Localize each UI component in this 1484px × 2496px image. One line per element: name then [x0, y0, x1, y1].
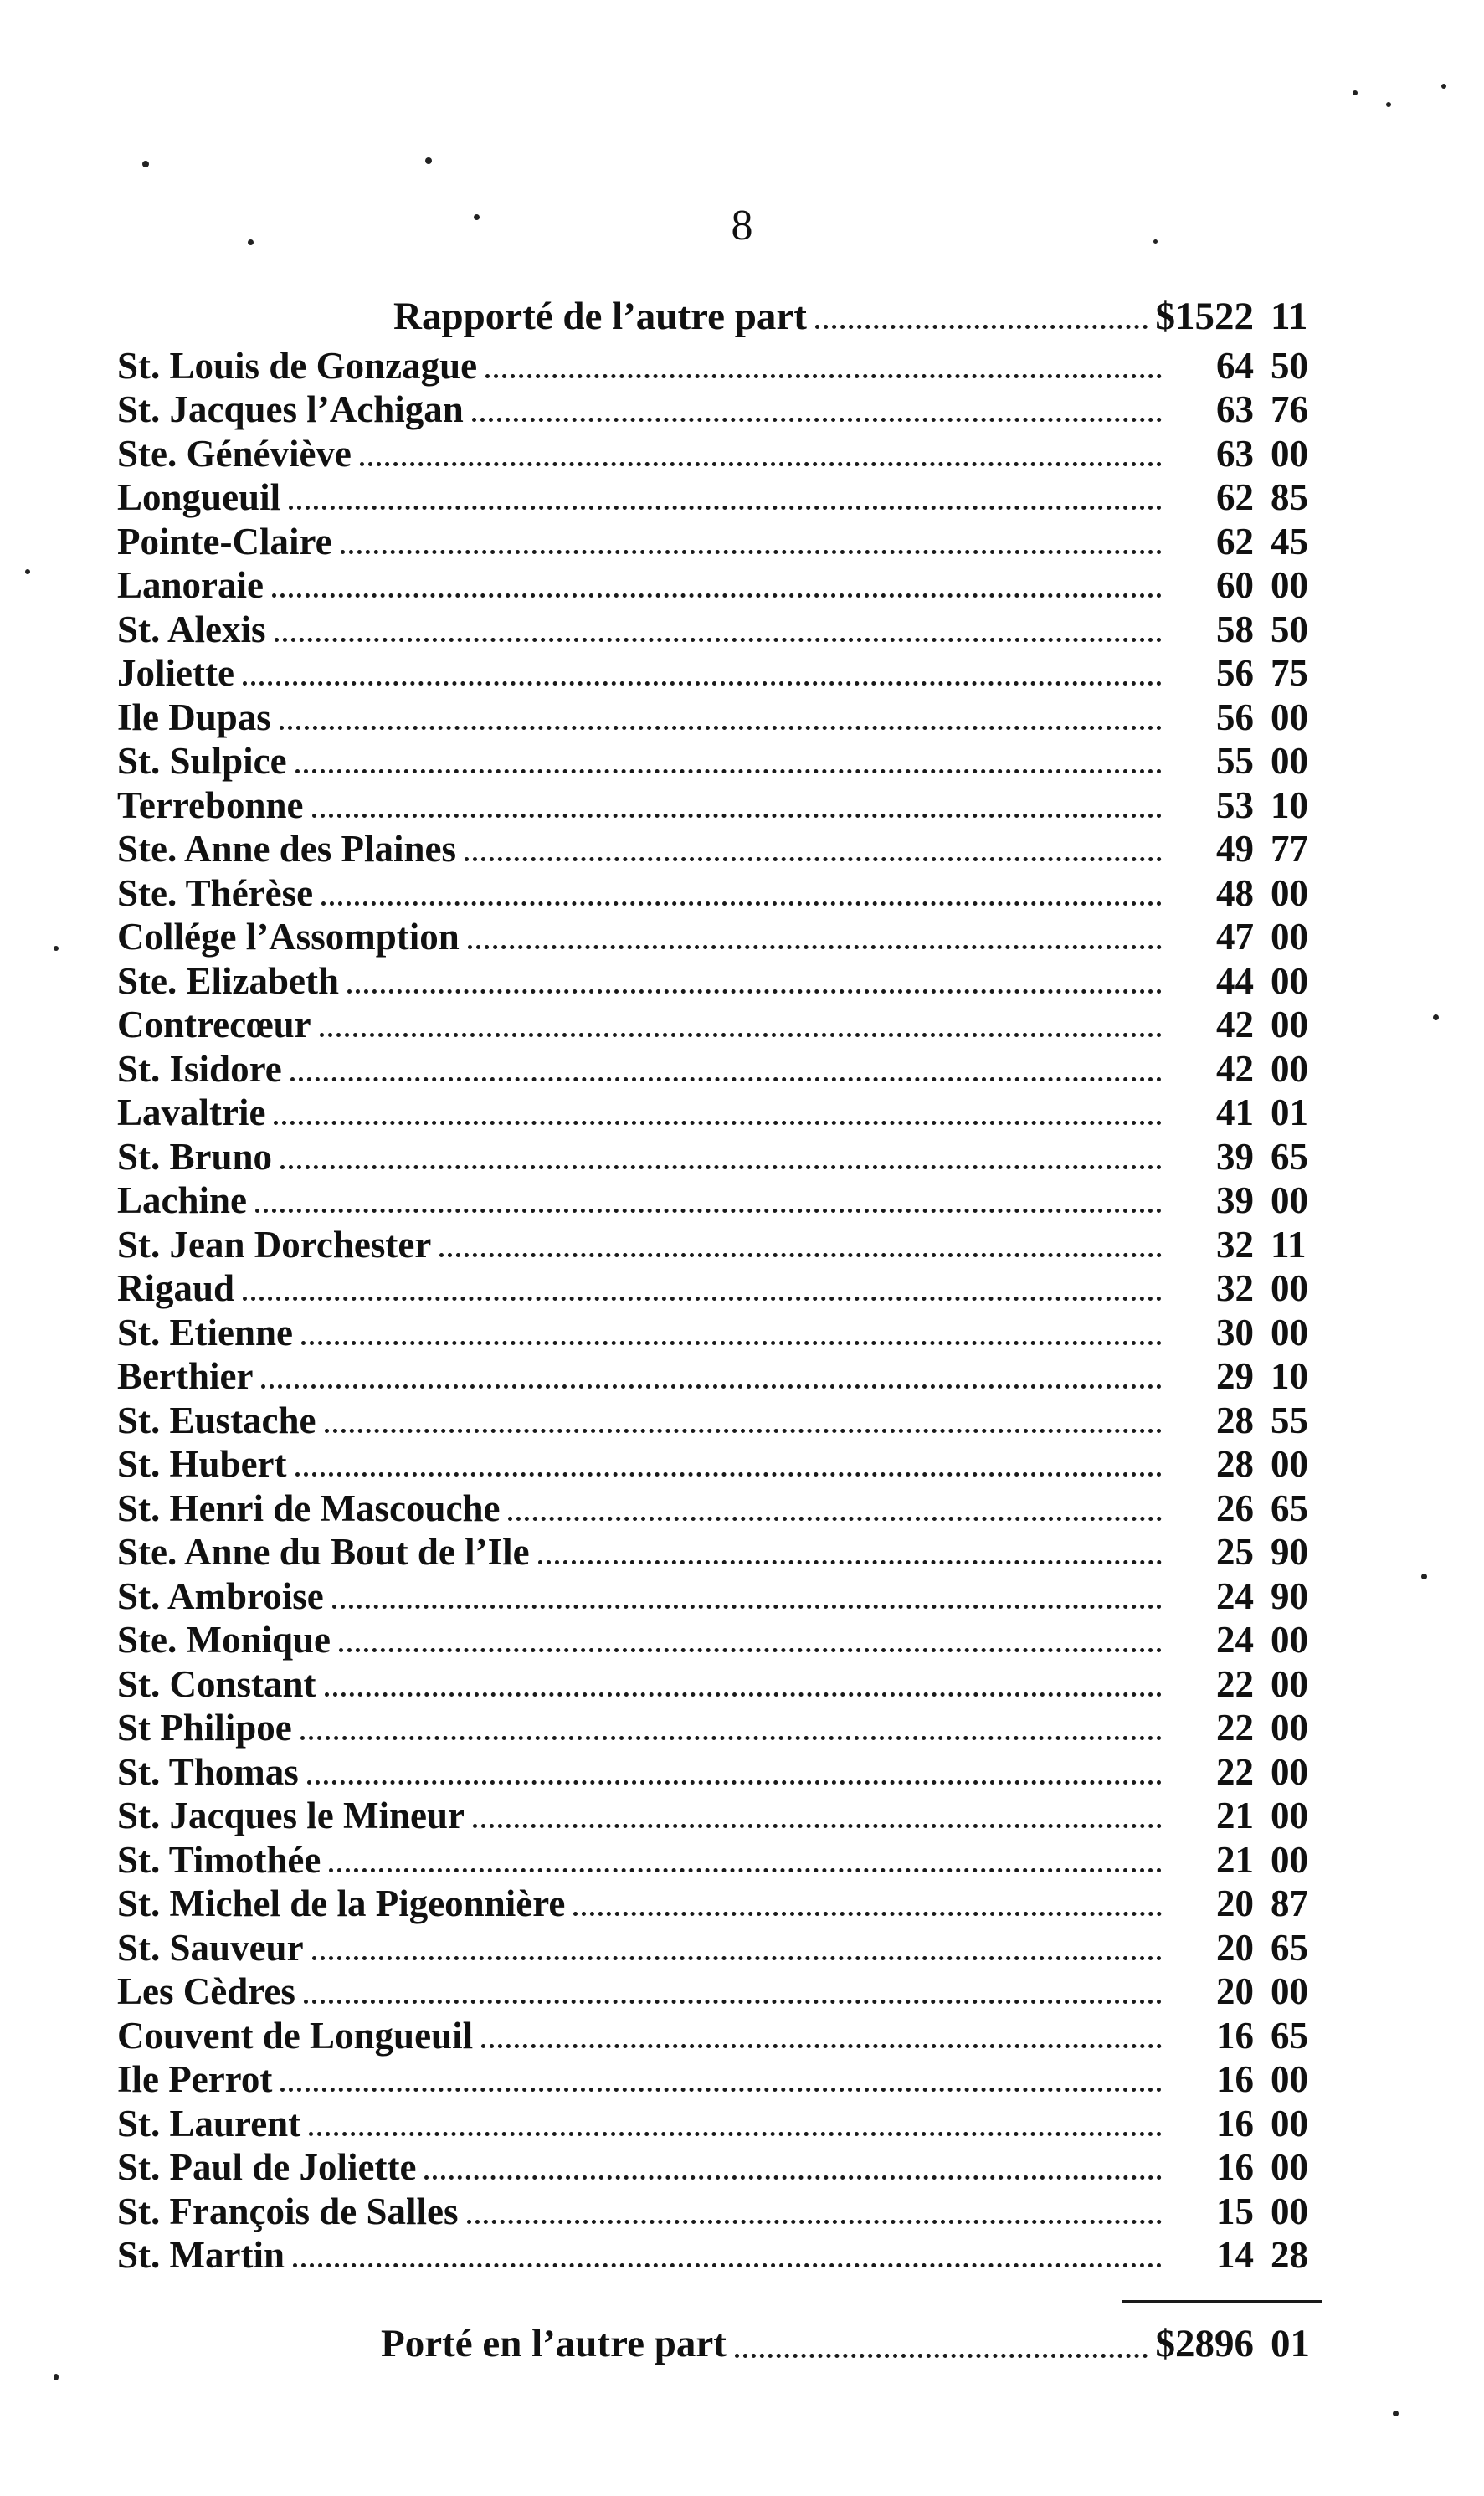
dot-leader [321, 901, 1162, 906]
ledger-row [117, 1925, 1322, 1970]
ledger-row [117, 1134, 1322, 1179]
parish-name: St. Thomas [117, 1750, 299, 1793]
ledger-row [117, 1794, 1322, 1838]
ledger-row [117, 1706, 1322, 1750]
amount-dollars: 29 [1216, 1355, 1254, 1397]
carried-forward-dollars: $1522 [1155, 295, 1254, 338]
parish-name: St. Constant [117, 1662, 316, 1705]
amount [1170, 1970, 1322, 2013]
amount [1170, 871, 1322, 915]
parish-name: Ste. Elizabeth [117, 959, 339, 1002]
amount [1170, 608, 1322, 651]
ledger-row [117, 827, 1322, 871]
ledger-list [117, 343, 1322, 2277]
dot-leader [320, 1033, 1162, 1037]
amount [1170, 2014, 1322, 2057]
dot-leader [274, 1121, 1162, 1125]
dot-leader [301, 1341, 1162, 1345]
parish-name: Les Cèdres [117, 1970, 295, 2012]
ledger-row [117, 2013, 1322, 2057]
amount-dollars: 21 [1216, 1795, 1254, 1836]
amount-cents: 90 [1271, 1574, 1308, 1617]
carried-over-row [109, 2320, 1322, 2367]
total-rule [1122, 2300, 1322, 2303]
amount-cents: 00 [1271, 1179, 1308, 1221]
amount-dollars: 62 [1216, 520, 1254, 562]
amount-dollars: 16 [1216, 2058, 1254, 2100]
parish-name: St. Michel de la Pigeonnière [117, 1882, 566, 1924]
amount-cents: 00 [1271, 1795, 1308, 1836]
ledger-row [117, 1398, 1322, 1442]
parish-name: St. François de Salles [117, 2190, 459, 2232]
ledger-row [117, 871, 1322, 915]
amount-dollars: 14 [1216, 2234, 1254, 2276]
amount-cents: 00 [1271, 2190, 1308, 2232]
carried-forward-cents: 11 [1271, 295, 1308, 338]
dot-leader [332, 1605, 1162, 1609]
parish-name: Lanoraie [117, 564, 264, 606]
amount [1170, 1750, 1322, 1794]
ledger-row [117, 1970, 1322, 2014]
ledger-row [117, 651, 1322, 696]
amount-cents: 00 [1271, 740, 1308, 782]
amount-dollars: 24 [1216, 1574, 1254, 1617]
amount-dollars: 49 [1216, 828, 1254, 870]
amount-dollars: 16 [1216, 2102, 1254, 2144]
dot-leader [261, 1384, 1162, 1389]
parish-name: Terrebonne [117, 783, 304, 826]
amount-dollars: 25 [1216, 1531, 1254, 1573]
amount-cents: 11 [1271, 1223, 1307, 1266]
ledger-row [117, 343, 1322, 388]
amount-cents: 10 [1271, 783, 1308, 826]
amount [1170, 1135, 1322, 1179]
dot-leader [325, 1692, 1162, 1697]
parish-name: Contrecœur [117, 1004, 311, 1045]
parish-name: Ste. Thérèse [117, 871, 314, 914]
ledger-row [117, 1003, 1322, 1047]
parish-name: Lavaltrie [117, 1091, 266, 1133]
scan-speck [1441, 84, 1446, 89]
scan-speck [1353, 90, 1358, 95]
amount-dollars: 63 [1216, 432, 1254, 475]
amount [1170, 1179, 1322, 1222]
dot-leader [465, 857, 1162, 861]
dot-leader [293, 2263, 1162, 2267]
ledger-row [117, 1179, 1322, 1223]
ledger-row [117, 607, 1322, 651]
parish-name: Couvent de Longueuil [117, 2014, 474, 2057]
ledger-row [117, 431, 1322, 475]
amount-cents: 50 [1271, 608, 1308, 650]
carried-over-cents: 01 [1271, 2322, 1310, 2365]
parish-name: St. Henri de Mascouche [117, 1487, 501, 1529]
amount [1170, 563, 1322, 607]
amount [1170, 2102, 1322, 2145]
ledger-row [117, 2101, 1322, 2145]
amount [1170, 1266, 1322, 1310]
amount-dollars: 48 [1216, 871, 1254, 914]
amount-dollars: 20 [1216, 1970, 1254, 2012]
amount-dollars: 42 [1216, 1047, 1254, 1090]
dot-leader [312, 814, 1162, 818]
parish-name: St. Isidore [117, 1047, 282, 1090]
amount-cents: 90 [1271, 1531, 1308, 1573]
amount [1170, 1838, 1322, 1882]
dot-leader [481, 2044, 1162, 2048]
ledger-row [117, 1222, 1322, 1266]
ledger-row [117, 475, 1322, 520]
ledger-row [117, 1661, 1322, 1706]
amount [1170, 1047, 1322, 1091]
dot-leader [473, 1824, 1162, 1828]
amount-dollars: 22 [1216, 1750, 1254, 1793]
dot-leader [280, 726, 1162, 730]
parish-name: Lachine [117, 1179, 248, 1221]
amount-cents: 10 [1271, 1355, 1308, 1397]
dot-leader [538, 1560, 1162, 1564]
dot-leader [280, 1165, 1162, 1169]
dot-leader [573, 1912, 1162, 1916]
amount-dollars: 32 [1216, 1223, 1254, 1266]
amount-cents: 65 [1271, 1926, 1308, 1969]
parish-name: Ste. Généviève [117, 432, 352, 475]
amount-cents: 77 [1271, 828, 1308, 870]
amount-cents: 00 [1271, 1619, 1308, 1661]
dot-leader [307, 1780, 1162, 1785]
amount-dollars: 24 [1216, 1619, 1254, 1661]
amount-cents: 00 [1271, 959, 1308, 1002]
amount-cents: 75 [1271, 652, 1308, 694]
amount-cents: 76 [1271, 388, 1308, 430]
amount [1170, 432, 1322, 475]
parish-name: St. Martin [117, 2234, 285, 2276]
amount-dollars: 15 [1216, 2190, 1254, 2232]
ledger-row [117, 1837, 1322, 1882]
dot-leader [309, 2132, 1162, 2136]
ledger-row [117, 388, 1322, 432]
amount [1170, 1530, 1322, 1574]
amount-dollars: 56 [1216, 696, 1254, 738]
dot-leader [815, 325, 1148, 329]
parish-name: St Philipoe [117, 1707, 292, 1749]
parish-name: St. Laurent [117, 2102, 301, 2144]
dot-leader [347, 989, 1162, 994]
amount-dollars: 22 [1216, 1707, 1254, 1749]
dot-leader [439, 1253, 1162, 1257]
amount [1170, 1442, 1322, 1486]
ledger-row [117, 915, 1322, 959]
amount-dollars: 28 [1216, 1443, 1254, 1485]
dot-leader [467, 2220, 1162, 2224]
dot-leader [280, 2088, 1162, 2092]
amount-cents: 87 [1271, 1882, 1308, 1924]
parish-name: St. Bruno [117, 1135, 273, 1178]
amount-dollars: 32 [1216, 1267, 1254, 1309]
amount-dollars: 39 [1216, 1179, 1254, 1221]
parish-name: St. Paul de Joliette [117, 2146, 417, 2188]
ledger-row [117, 1882, 1322, 1926]
dot-leader [295, 1472, 1163, 1477]
amount [1170, 959, 1322, 1003]
amount-cents: 65 [1271, 1135, 1308, 1178]
ledger-row [117, 1486, 1322, 1530]
dot-leader [341, 550, 1162, 554]
amount-dollars: 41 [1216, 1091, 1254, 1133]
amount [1170, 1223, 1322, 1266]
amount-dollars: 64 [1216, 344, 1254, 387]
parish-name: St. Sulpice [117, 740, 287, 782]
scan-speck [474, 214, 480, 220]
dot-leader [272, 593, 1162, 598]
parish-name: St. Jacques le Mineur [117, 1795, 465, 1836]
amount-dollars: 60 [1216, 564, 1254, 606]
parish-name: Rigaud [117, 1267, 235, 1309]
dot-leader [325, 1429, 1162, 1433]
amount [1170, 1882, 1322, 1925]
amount-cents: 00 [1271, 1267, 1308, 1309]
dot-leader [255, 1209, 1162, 1213]
amount-cents: 00 [1271, 1707, 1308, 1749]
scan-speck [54, 2374, 59, 2380]
amount-dollars: 20 [1216, 1882, 1254, 1924]
amount-cents: 00 [1271, 2146, 1308, 2188]
amount-cents: 00 [1271, 1004, 1308, 1045]
scan-speck [425, 157, 432, 164]
dot-leader [243, 1297, 1162, 1301]
parish-name: St. Jean Dorchester [117, 1223, 432, 1266]
amount [1170, 2145, 1322, 2189]
dot-leader [485, 374, 1162, 378]
amount [1170, 388, 1322, 431]
ledger-row [117, 2189, 1322, 2233]
amount-dollars: 22 [1216, 1662, 1254, 1705]
carried-over-dollars: $2896 [1155, 2322, 1254, 2365]
amount [1170, 1662, 1322, 1706]
ledger-row [117, 1749, 1322, 1794]
amount-cents: 55 [1271, 1399, 1308, 1441]
amount [1170, 1003, 1322, 1046]
amount-dollars: 58 [1216, 608, 1254, 650]
amount-cents: 00 [1271, 564, 1308, 606]
dot-leader [424, 2175, 1162, 2180]
amount-cents: 00 [1271, 871, 1308, 914]
amount [1170, 1311, 1322, 1354]
ledger-row [117, 2145, 1322, 2190]
amount-dollars: 55 [1216, 740, 1254, 782]
parish-name: St. Hubert [117, 1443, 287, 1485]
amount-cents: 00 [1271, 432, 1308, 475]
parish-name: St. Louis de Gonzague [117, 344, 478, 387]
scan-speck [1393, 2411, 1399, 2416]
dot-leader [300, 1736, 1162, 1740]
parish-name: Pointe-Claire [117, 520, 332, 562]
amount-dollars: 44 [1216, 959, 1254, 1002]
parish-name: Ste. Monique [117, 1619, 331, 1661]
amount [1170, 520, 1322, 563]
amount-dollars: 30 [1216, 1311, 1254, 1353]
ledger-row [117, 1091, 1322, 1135]
ledger-row [117, 563, 1322, 608]
amount [1170, 783, 1322, 827]
parish-name: Ste. Anne du Bout de l’Ile [117, 1531, 530, 1573]
amount-dollars: 53 [1216, 783, 1254, 826]
amount-cents: 00 [1271, 2058, 1308, 2100]
scan-speck [1433, 1014, 1439, 1020]
parish-name: Ste. Anne des Plaines [117, 828, 457, 870]
scan-speck [1153, 239, 1158, 244]
scan-speck [54, 946, 59, 951]
scan-speck [142, 161, 149, 167]
amount-dollars: 39 [1216, 1135, 1254, 1178]
amount-dollars: 56 [1216, 652, 1254, 694]
parish-name: St. Etienne [117, 1311, 294, 1353]
amount-dollars: 20 [1216, 1926, 1254, 1969]
amount [1170, 1487, 1322, 1530]
amount [1170, 1618, 1322, 1661]
amount [1170, 1574, 1322, 1618]
ledger-row [117, 783, 1322, 827]
amount-cents: 45 [1271, 520, 1308, 562]
ledger-row [117, 519, 1322, 563]
amount-dollars: 26 [1216, 1487, 1254, 1529]
ledger-row [117, 2057, 1322, 2102]
amount-dollars: 16 [1216, 2146, 1254, 2188]
ledger-row [117, 1046, 1322, 1091]
parish-name: St. Ambroise [117, 1574, 324, 1617]
amount-cents: 00 [1271, 1443, 1308, 1485]
dot-leader [295, 769, 1162, 773]
dot-leader [312, 1956, 1162, 1960]
parish-name: Berthier [117, 1355, 254, 1397]
amount [1170, 475, 1322, 519]
amount-cents: 00 [1271, 696, 1308, 738]
amount [1170, 651, 1322, 695]
dot-leader [290, 1077, 1162, 1081]
amount [1170, 344, 1322, 388]
parish-name: St. Timothée [117, 1838, 321, 1881]
amount-dollars: 16 [1216, 2014, 1254, 2057]
ledger-row [117, 739, 1322, 783]
ledger-row [117, 2233, 1322, 2278]
amount [1170, 2233, 1322, 2277]
carried-over-amount [1156, 2320, 1323, 2367]
ledger-row [117, 695, 1322, 739]
dot-leader [339, 1648, 1162, 1652]
amount-cents: 65 [1271, 2014, 1308, 2057]
ledger-row [117, 1442, 1322, 1487]
amount-cents: 65 [1271, 1487, 1308, 1529]
amount [1170, 2190, 1322, 2233]
ledger-row [117, 1310, 1322, 1354]
ledger-row [117, 958, 1322, 1003]
dot-leader [329, 1868, 1162, 1872]
amount-cents: 00 [1271, 1662, 1308, 1705]
carried-forward-label: Rapporté de l’autre part [393, 295, 807, 338]
parish-name: Longueuil [117, 476, 281, 518]
amount-dollars: 63 [1216, 388, 1254, 430]
amount-cents: 28 [1271, 2234, 1308, 2276]
dot-leader [243, 681, 1162, 686]
dot-leader [508, 1517, 1162, 1521]
parish-name: St. Jacques l’Achigan [117, 388, 464, 430]
ledger-row [117, 1266, 1322, 1311]
amount-dollars: 47 [1216, 916, 1254, 958]
amount-cents: 01 [1271, 1091, 1308, 1133]
dot-leader [304, 2000, 1162, 2004]
page-number: 8 [731, 202, 753, 249]
amount [1170, 827, 1322, 871]
parish-name: St. Eustache [117, 1399, 316, 1441]
parish-name: Collége l’Assomption [117, 916, 460, 958]
dot-leader [275, 638, 1162, 642]
amount-cents: 50 [1271, 344, 1308, 387]
amount [1170, 1794, 1322, 1837]
amount-dollars: 62 [1216, 476, 1254, 518]
scan-speck [1386, 102, 1391, 107]
amount-cents: 00 [1271, 2102, 1308, 2144]
ledger-row [117, 1530, 1322, 1574]
parish-name: St. Sauveur [117, 1926, 304, 1969]
amount [1170, 739, 1322, 783]
amount-dollars: 21 [1216, 1838, 1254, 1881]
parish-name: Ile Dupas [117, 696, 271, 738]
amount [1170, 1926, 1322, 1970]
amount [1170, 1399, 1322, 1442]
dot-leader [735, 2354, 1148, 2358]
amount [1170, 2057, 1322, 2101]
amount-cents: 00 [1271, 1311, 1308, 1353]
carried-over-label: Porté en l’autre part [381, 2322, 727, 2365]
amount [1170, 915, 1322, 958]
dot-leader [289, 506, 1162, 510]
scan-speck [248, 239, 254, 245]
parish-name: St. Alexis [117, 608, 266, 650]
amount-cents: 00 [1271, 916, 1308, 958]
dot-leader [360, 462, 1162, 466]
amount [1170, 696, 1322, 739]
amount-cents: 00 [1271, 1838, 1308, 1881]
scan-speck [25, 569, 30, 574]
amount [1170, 1091, 1322, 1134]
parish-name: Ile Perrot [117, 2058, 273, 2100]
scan-speck [1421, 1574, 1427, 1579]
dot-leader [472, 418, 1162, 422]
amount-cents: 00 [1271, 1970, 1308, 2012]
dot-leader [468, 945, 1162, 949]
amount-cents: 85 [1271, 476, 1308, 518]
ledger-row [117, 1618, 1322, 1662]
ledger-row [117, 1354, 1322, 1399]
parish-name: Joliette [117, 652, 234, 694]
amount [1170, 1706, 1322, 1749]
amount-dollars: 42 [1216, 1004, 1254, 1045]
carried-forward-amount [1156, 295, 1323, 338]
amount [1170, 1354, 1322, 1398]
ledger-row [117, 1574, 1322, 1618]
amount-dollars: 28 [1216, 1399, 1254, 1441]
amount-cents: 00 [1271, 1750, 1308, 1793]
amount-cents: 00 [1271, 1047, 1308, 1090]
carried-forward-row [109, 295, 1322, 338]
